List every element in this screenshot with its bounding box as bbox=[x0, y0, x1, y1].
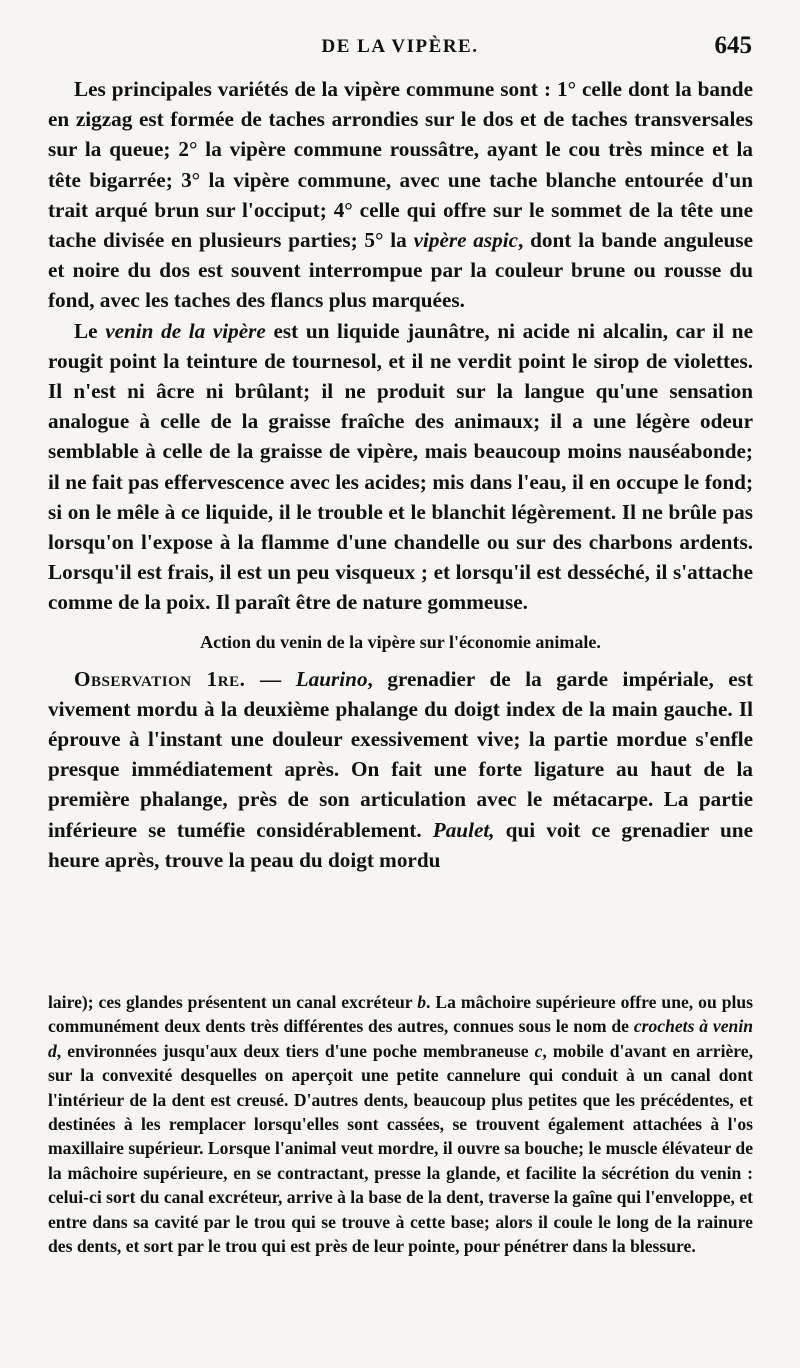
section-heading: Action du venin de la vipère sur l'économie animale. bbox=[200, 631, 601, 652]
paragraph-venom-text: est un liquide jaunâtre, ni acide ni alcalin, car il ne rougit point la teinture de tournesol, et il ne verdit point le sirop de violettes. Il n'est ni âcre ni brûlant; il ne produit sur la langue qu'une sensation analogue à celle de la graisse fraîche des animaux; il a une légère odeur semblable à celle de la graisse de vipère, mais beaucoup moins nauséabonde; il ne fait pas effervescence avec les acides; mis dans l'eau, il en occupe le fond; si on le mêle à ce liquide, il le trouble et le blanchit légèrement. Il ne brûle pas lorsqu'on l'expose à la flamme d'une chandelle ou sur des charbons ardents. Lorsqu'il est frais, il est un peu visqueux ; et lorsqu'il est desséché, il s'attache comme de la poix. Il paraît être de nature gommeuse. bbox=[48, 318, 753, 615]
paragraph-varieties-text: Les principales variétés de la vipère commune sont : 1° celle dont la bande en zigzag est formée de taches arrondies sur le dos et de taches transversales sur la queue; 2° la vipère commune roussâtre, ayant le cou très mince et la tête bigarrée; 3° la vipère commune, avec une tache blanche entourée d'un trait arqué brun sur l'occiput; 4° celle qui offre sur le sommet de la tête une tache divisée en plusieurs parties; 5° la bbox=[48, 77, 753, 253]
italic-venin: venin de la vipère bbox=[105, 318, 266, 343]
footnote-crochets: crochets à venin d bbox=[48, 1016, 753, 1061]
paragraph-venom-start: Le bbox=[74, 318, 106, 343]
footnote-paragraph bbox=[48, 990, 753, 1258]
footnote-text-1: laire); ces glandes présentent un canal excréteur bbox=[48, 992, 418, 1012]
page-header bbox=[48, 32, 752, 68]
observation-label: Observation 1re. bbox=[74, 666, 246, 691]
paragraph-observation bbox=[48, 664, 753, 875]
italic-laurino: Laurino bbox=[295, 666, 368, 691]
italic-paulet: Paulet, bbox=[432, 817, 495, 842]
running-title: DE LA VIPÈRE. bbox=[321, 36, 479, 57]
footnote bbox=[48, 990, 753, 1258]
observation-text-1: , grenadier de la garde impériale, est vivement mordu à la deuxième phalange du doigt index de la main gauche. Il éprouve à l'instant une douleur exessivement vive; la partie mordue s'enfle presque immédiatement après. On fait une forte ligature au haut de la première phalange, près de son articulation avec le métacarpe. La partie inférieure se tuméfie considérablement. bbox=[48, 666, 754, 842]
observation-dash: — bbox=[245, 666, 296, 691]
footnote-text-2: . La mâchoire supérieure offre une, ou plus communément deux dents très différentes des autres, connues sous le nom de bbox=[48, 992, 754, 1037]
footnote-letter-b: b bbox=[417, 992, 427, 1012]
paragraph-venom bbox=[48, 316, 753, 618]
observation-text-2: qui voit ce grenadier une heure après, trouve la peau du doigt mordu bbox=[48, 817, 753, 872]
footnote-text-3: , environnées jusqu'aux deux tiers d'une poche membraneuse bbox=[56, 1040, 535, 1061]
footnote-text-4: , mobile d'avant en arrière, sur la convexité desquelles on aperçoit une petite cannelure qui conduit à un canal dont l'intérieur de la dent est creusé. D'autres dents, beaucoup plus petites que les précédentes, et destinées à les remplacer lorsqu'elles sont cassées, se trouvent également attachées à l'os maxillaire supérieur. Lorsque l'animal veut mordre, il ouvre sa bouche; le muscle élévateur de la mâchoire supérieure, en se contractant, presse la glande, et facilite la sécrétion du venin : celui-ci sort du canal excréteur, arrive à la base de la dent, traverse la gaîne qui l'enveloppe, et entre dans sa cavité par le trou qui se trouve à cette base; alors il coule le long de la rainure des dents, et sort par le trou qui est près de leur pointe, pour pénétrer dans la blessure. bbox=[48, 1040, 753, 1257]
footnote-letter-c: c bbox=[534, 1040, 543, 1061]
paragraph-varieties bbox=[48, 74, 753, 316]
italic-vipere-aspic: vipère aspic bbox=[413, 228, 519, 253]
page-number: 645 bbox=[714, 32, 752, 59]
main-text bbox=[48, 74, 753, 875]
paragraph-varieties-end: , dont la bande anguleuse et noire du dos est souvent interrompue par la couleur brune ou rousse du fond, avec les taches des flancs plus marquées. bbox=[48, 228, 753, 313]
